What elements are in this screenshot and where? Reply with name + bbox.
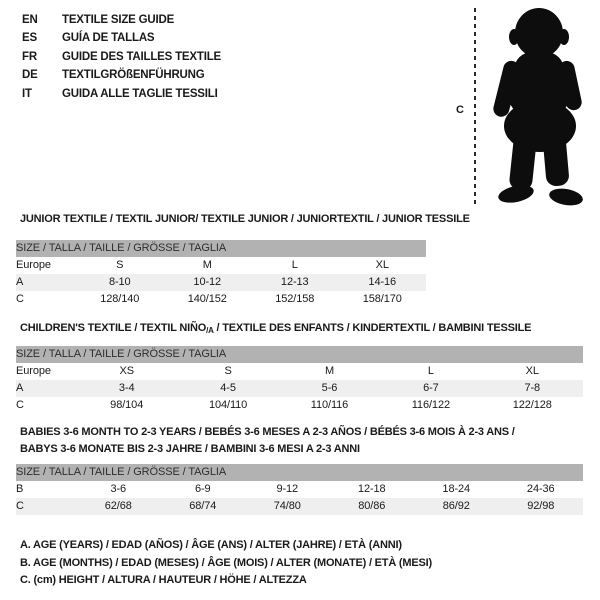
table-cell: 104/110 (208, 399, 248, 411)
size-header-label: SIZE / TALLA / TAILLE / GRÖSSE / TAGLIA (16, 346, 583, 363)
language-label: GUIDA ALLE TAGLIE TESSILI (62, 87, 218, 100)
language-label: TEXTILGRÖßENFÜHRUNG (62, 69, 205, 82)
language-row-it (22, 85, 221, 103)
table-cell: 7-8 (482, 380, 583, 397)
language-label: GUIDE DES TAILLES TEXTILE (62, 50, 221, 63)
language-row-fr (22, 48, 221, 66)
legend-line-b: B. AGE (MONTHS) / EDAD (MESES) / ÂGE (MOIS) / ALTER (MONATE) / ETÀ (MESI) (20, 556, 432, 569)
row-label: Europe (16, 259, 51, 271)
table-cell: 116/122 (411, 399, 450, 411)
language-label: GUÍA DE TALLAS (62, 32, 155, 45)
table-cell: 6-9 (194, 483, 211, 495)
table-cell: 14-16 (339, 274, 427, 291)
children-size-table (16, 346, 583, 414)
table-cell: S (224, 365, 232, 377)
table-cell: 98/104 (110, 399, 144, 411)
table-cell: 9-12 (276, 483, 299, 495)
table-cell: 24-36 (526, 483, 555, 495)
row-label: A (16, 274, 76, 291)
size-header-bar (16, 346, 583, 363)
table-cell: 3-4 (76, 380, 177, 397)
table-row-height (16, 498, 583, 515)
table-cell: 110/116 (310, 399, 349, 411)
table-row-europe (16, 363, 583, 380)
table-cell: 158/170 (362, 293, 402, 305)
table-cell: 4-5 (177, 380, 278, 397)
junior-size-table (16, 240, 426, 308)
measure-legend (20, 537, 432, 590)
table-cell: 3-6 (110, 483, 127, 495)
legend-line-a: A. AGE (YEARS) / EDAD (AÑOS) / ÂGE (ANS) / ALTER (JAHRE) / ETÀ (ANNI) (20, 539, 402, 551)
language-code: ES (22, 32, 37, 45)
children-title-post: / TEXTILE DES ENFANTS / KINDERTEXTIL / BAMBINI TESSILE (213, 322, 532, 334)
language-code: DE (22, 69, 38, 82)
language-code: FR (22, 50, 37, 63)
table-cell: XL (525, 365, 539, 377)
size-header-bar (16, 464, 583, 481)
children-title-pre: CHILDREN'S TEXTILE / TEXTIL NIÑO (20, 322, 207, 334)
row-label: C (16, 498, 76, 515)
row-label: Europe (16, 365, 51, 377)
row-label: C (16, 293, 24, 305)
table-cell: XS (119, 365, 134, 377)
table-cell: 86/92 (414, 498, 499, 515)
table-cell: 122/128 (512, 399, 552, 411)
table-cell: 12-18 (357, 483, 386, 495)
language-row-de (22, 66, 221, 84)
table-row-months (16, 481, 583, 498)
children-table-title (20, 322, 531, 335)
table-cell: S (116, 259, 124, 271)
language-list (22, 11, 221, 103)
size-header-bar (16, 240, 426, 257)
row-label: B (16, 483, 24, 495)
table-row-age (16, 380, 583, 397)
table-cell: L (427, 365, 434, 377)
table-cell: 74/80 (245, 498, 330, 515)
table-cell: 8-10 (76, 274, 164, 291)
row-label: C (16, 399, 24, 411)
table-cell: M (202, 259, 212, 271)
table-cell: 6-7 (380, 380, 481, 397)
table-row-height (16, 291, 426, 308)
height-measure-label: C (456, 104, 464, 116)
table-cell: 68/74 (161, 498, 246, 515)
table-row-height (16, 397, 583, 414)
children-title-sub: /A (206, 326, 214, 335)
height-measure-line (474, 8, 476, 206)
size-header-label: SIZE / TALLA / TAILLE / GRÖSSE / TAGLIA (16, 240, 426, 257)
language-label: TEXTILE SIZE GUIDE (62, 14, 175, 26)
table-cell: L (291, 259, 298, 271)
row-label: A (16, 380, 76, 397)
babies-table-title-line2: BABYS 3-6 MONATE BIS 2-3 JAHRE / BAMBINI 3-6 MESI A 2-3 ANNI (20, 443, 360, 455)
legend-line-c: C. (cm) HEIGHT / ALTURA / HAUTEUR / HÖHE / ALTEZZA (20, 574, 307, 587)
table-cell: 18-24 (442, 483, 471, 495)
table-cell: XL (375, 259, 389, 271)
babies-size-table (16, 464, 583, 515)
language-code: EN (22, 14, 38, 26)
table-cell: 128/140 (100, 293, 140, 305)
table-row-age (16, 274, 426, 291)
table-cell: 140/152 (187, 293, 227, 305)
table-cell: 62/68 (76, 498, 161, 515)
table-cell: 152/158 (275, 293, 315, 305)
table-cell: 80/86 (330, 498, 415, 515)
baby-silhouette-icon (482, 6, 594, 206)
babies-table-title-line1: BABIES 3-6 MONTH TO 2-3 YEARS / BEBÉS 3-6 MESES A 2-3 AÑOS / BÉBÉS 3-6 MOIS À 2-3 ANS / (20, 426, 515, 438)
table-cell: 10-12 (164, 274, 252, 291)
language-row-en (22, 11, 221, 29)
language-row-es (22, 29, 221, 47)
table-cell: 5-6 (279, 380, 380, 397)
table-cell: 12-13 (251, 274, 339, 291)
language-code: IT (22, 87, 32, 100)
size-header-label: SIZE / TALLA / TAILLE / GRÖSSE / TAGLIA (16, 464, 583, 481)
table-row-europe (16, 257, 426, 274)
table-cell: M (324, 365, 335, 377)
junior-table-title: JUNIOR TEXTILE / TEXTIL JUNIOR/ TEXTILE JUNIOR / JUNIORTEXTIL / JUNIOR TESSILE (20, 213, 470, 225)
size-figure (448, 4, 598, 206)
table-cell: 92/98 (499, 498, 584, 515)
